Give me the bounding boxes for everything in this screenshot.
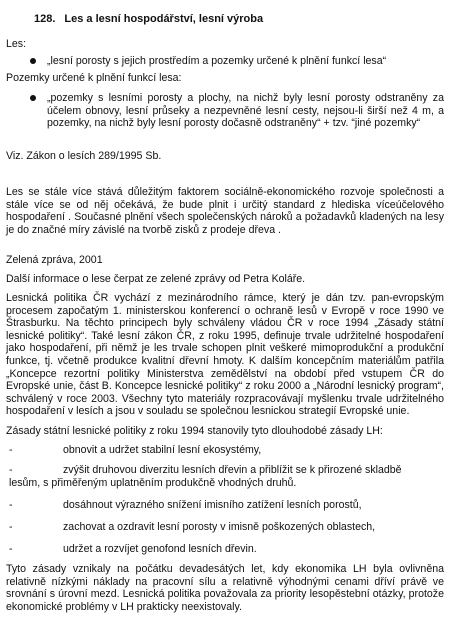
paragraph-forest-role: Les se stále více stává důležitým faktorem sociálně-ekonomického rozvoje společnosti a stále více se od něj očekává, že bude plnit i určitý standard z hlediska víceúčelového hospodaření . Současné plnění všech společenských nároků a požadavků kladených na lesy je do značné míry závislé na tvorbě zisků z prodeje dřeva . <box>6 186 444 236</box>
dash-marker: - <box>9 521 13 533</box>
principle-text: obnovit a udržet stabilní lesní ekosystémy, <box>63 444 262 456</box>
bullet-text-les: „lesní porosty s jejich prostředím a pozemky určené k plnění funkcí lesa“ <box>47 55 387 67</box>
principle-text: zvýšit druhovou diverzitu lesních dřevin a přiblížit se k přirozené skladbě <box>63 464 402 476</box>
bullet-dot-icon <box>30 58 36 64</box>
law-reference: Viz. Zákon o lesích 289/1995 Sb. <box>6 150 162 162</box>
section-heading <box>34 13 263 26</box>
principles-intro: Zásady státní lesnické politiky z roku 1994 stanovily tyto dlouhodobé zásady LH: <box>6 425 383 437</box>
pozemky-label: Pozemky určené k plnění funkcí lesa: <box>6 72 182 84</box>
paragraph-principles-context: Tyto zásady vznikaly na počátku devadesátých let, kdy ekonomika LH byla ovlivněna relativně nízkými náklady na pracovní sílu a relativně výhodnými cenami dříví právě ve srovnání s úrovní mezd. Lesnická politika považovala za priority lesopěstební otázky, protože ekonomické problémy v LH prakticky neexistovaly. <box>6 563 444 613</box>
principle-text: zachovat a ozdravit lesní porosty v imisně poškozených oblastech, <box>63 521 376 533</box>
dash-marker: - <box>9 543 13 555</box>
principle-text-continuation: lesům, s přiměřeným uplatněním produkčně vhodných druhů. <box>9 477 297 489</box>
bullet-dot-icon <box>30 95 36 101</box>
source-citation: Zelená zpráva, 2001 <box>6 254 103 266</box>
more-info-note: Další informace o lese čerpat ze zelené zprávy od Petra Koláře. <box>6 273 306 285</box>
dash-marker: - <box>9 464 13 476</box>
dash-marker: - <box>9 444 13 456</box>
les-label: Les: <box>6 38 27 50</box>
bullet-text-pozemky: „pozemky s lesními porosty a plochy, na nichž byly lesní porosty odstraněny za účelem obnovy, lesní průseky a nezpevněné lesní cesty, nejsou-li širší než 4 m, a pozemky, na nichž byly lesní porosty dočasně odstraněny“ + tzv. “jiné pozemky“ <box>47 92 444 130</box>
principle-text: udržet a rozvíjet genofond lesních dřevin. <box>63 543 257 555</box>
dash-marker: - <box>9 499 13 511</box>
paragraph-forest-policy: Lesnická politika ČR vychází z mezinárodního rámce, který je dán tzv. pan-evropským procesem započatým 1. ministerskou konferencí o ochraně lesů v Evropě v roce 1990 ve Štrasburku. Na těchto principech byly schváleny vládou ČR v roce 1994 „Zásady státní lesnické politiky“. Také lesní zákon ČR, z roku 1995, definuje trvale udržitelné hospodaření jako hospodaření, při němž je les trvale schopen plnit veškeré mimoprodukční a produkční funkce, tj. včetně produkce kvalitní dřevní hmoty. K dalším koncepčním materiálům patřila „Koncepce rezortní politiky Ministerstva zemědělství na období před vstupem ČR do Evropské unie, část B. Koncepce lesnické politiky“ z roku 2000 a „Národní lesnický program“, schválený v roce 2003. Všechny tyto materiály rozpracovávají myšlenku trvale udržitelného hospodaření v lesích a jsou v souladu se společnou lesnickou strategií Evropské unie. <box>6 292 444 418</box>
principle-text: dosáhnout výrazného snížení imisního zatížení lesních porostů, <box>63 499 362 511</box>
section-number: 128. <box>34 13 56 25</box>
section-title: Les a lesní hospodářství, lesní výroba <box>64 13 264 25</box>
